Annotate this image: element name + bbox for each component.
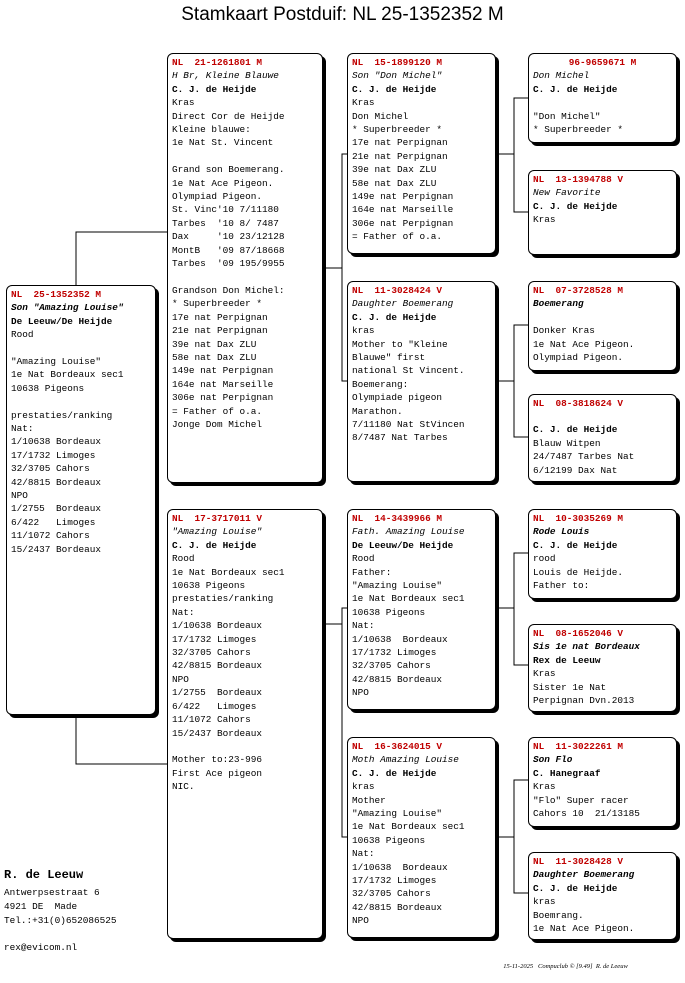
ring-number: NL 14-3439966 M: [352, 513, 443, 524]
footer-date: 15-11-2025: [503, 963, 534, 970]
card-notes: [352, 324, 491, 445]
grandmother-maternal-card: [347, 737, 496, 938]
card-line: 17e nat Perpignan: [352, 137, 448, 149]
ring-number: NL 21-1261801 M: [172, 57, 263, 68]
card-line: 17/1732 Limoges: [172, 633, 257, 645]
card-line: 1/10638 Bordeaux: [11, 436, 102, 448]
card-line: national St Vincent.: [352, 365, 465, 377]
card-line: 11/1072 Cahors: [172, 714, 251, 726]
card-notes: [533, 437, 672, 477]
card-line: Jonge Dom Michel: [172, 418, 263, 430]
card-line: Blauwe" first: [352, 352, 426, 364]
pigeon-name: Boemerang: [533, 298, 584, 310]
card-notes: [352, 780, 491, 927]
footer-software: Compuclub © [9.49]: [537, 963, 593, 970]
card-line: 164e nat Marseille: [352, 204, 454, 216]
card-line: Grand son Boemerang.: [172, 164, 285, 176]
card-line: 10638 Pigeons: [352, 834, 426, 846]
pigeon-name: Daughter Boemerang: [533, 869, 635, 881]
card-line: Perpignan Dvn.2013: [533, 695, 635, 707]
card-line: 21e nat Perpignan: [172, 325, 268, 337]
footer: [500, 956, 628, 970]
card-notes: [533, 780, 672, 820]
card-line: 17e nat Perpignan: [172, 311, 268, 323]
card-line: 39e nat Dax ZLU: [172, 338, 257, 350]
great-grandparent-card-mfm: [528, 624, 677, 712]
breeder-name: C. J. de Heijde: [533, 200, 618, 212]
card-line: Cahors 10 21/13185: [533, 808, 640, 820]
card-notes: [172, 552, 318, 793]
card-line: Tarbes '09 195/9955: [172, 258, 285, 270]
card-line: [533, 96, 672, 109]
card-line: 32/3705 Cahors: [172, 647, 251, 659]
card-line: 1/10638 Bordeaux: [352, 633, 448, 645]
card-line: 58e nat Dax ZLU: [172, 351, 257, 363]
card-line: Kleine blauwe:: [172, 124, 251, 136]
breeder-name: De Leeuw/De Heijde: [352, 539, 454, 551]
great-grandparent-card-mmf: [528, 737, 677, 827]
connector-subject-parents: [76, 232, 167, 286]
breeder-name: C. J. de Heijde: [352, 83, 437, 95]
card-line: 1e Nat Ace Pigeon.: [533, 338, 635, 350]
card-line: 1e Nat Bordeaux sec1: [172, 566, 285, 578]
card-line: = Father of o.a.: [352, 231, 443, 243]
card-line: = Father of o.a.: [172, 405, 263, 417]
card-line: 149e nat Perpignan: [172, 365, 274, 377]
card-line: [172, 270, 318, 283]
card-line: 8/7487 Nat Tarbes: [352, 432, 448, 444]
card-line: Louis de Heijde.: [533, 566, 624, 578]
card-line: 149e nat Perpignan: [352, 191, 454, 203]
card-line: "Amazing Louise": [352, 808, 443, 820]
card-notes: [11, 328, 151, 556]
great-grandparent-card-fmm: [528, 394, 677, 482]
card-line: * Superbreeder *: [352, 124, 443, 136]
card-line: kras: [352, 325, 375, 337]
pigeon-name: Son "Amazing Louise": [11, 302, 124, 314]
card-line: 58e nat Dax ZLU: [352, 177, 437, 189]
pigeon-name: Sis 1e nat Bordeaux: [533, 641, 640, 653]
card-line: [533, 311, 672, 324]
card-line: Don Michel: [352, 110, 409, 122]
card-line: Olympiade pigeon: [352, 392, 443, 404]
card-line: [11, 395, 151, 408]
card-line: NPO: [352, 915, 369, 927]
card-line: 6/422 Limoges: [172, 700, 257, 712]
breeder-name: C. J. de Heijde: [533, 424, 618, 436]
ring-number: NL 10-3035269 M: [533, 513, 624, 524]
card-line: Father to:: [533, 580, 590, 592]
pigeon-name: Son Flo: [533, 754, 573, 766]
card-line: Rood: [352, 553, 375, 565]
card-line: 24/7487 Tarbes Nat: [533, 451, 635, 463]
card-line: 1/2755 Bordeaux: [172, 687, 263, 699]
card-line: Kras: [352, 97, 375, 109]
card-line: Mother to "Kleine: [352, 338, 448, 350]
breeder-name: C. J. de Heijde: [352, 767, 437, 779]
pigeon-name: [533, 410, 672, 423]
breeder-name: Rex de Leeuw: [533, 654, 601, 666]
pigeon-name: New Favorite: [533, 187, 601, 199]
card-line: 164e nat Marseille: [172, 378, 274, 390]
card-line: 1e Nat Bordeaux sec1: [352, 821, 465, 833]
card-line: Kras: [172, 97, 195, 109]
card-line: Kras: [533, 781, 556, 793]
breeder-name: C. J. de Heijde: [533, 539, 618, 551]
card-line: "Amazing Louise": [11, 356, 102, 368]
ring-number: NL 07-3728528 M: [533, 285, 624, 296]
card-notes: [533, 552, 672, 592]
card-notes: [352, 96, 491, 243]
owner-city: 4921 DE Made: [4, 901, 78, 912]
ring-number: NL 11-3022261 M: [533, 741, 624, 752]
owner-phone: Tel.:+31(0)652086525: [4, 915, 117, 926]
ring-number: NL 11-3028424 V: [352, 285, 443, 296]
card-line: Mother to:23-996: [172, 754, 263, 766]
card-line: Boemrang.: [533, 909, 584, 921]
pigeon-name: Daughter Boemerang: [352, 298, 454, 310]
card-notes: [533, 213, 672, 226]
card-line: 10638 Pigeons: [172, 580, 246, 592]
card-line: 306e nat Perpignan: [172, 392, 274, 404]
card-line: NPO: [352, 687, 369, 699]
card-line: [172, 740, 318, 753]
grandmother-paternal-card: [347, 281, 496, 482]
card-notes: [172, 96, 318, 431]
card-notes: [352, 552, 491, 699]
connector-subject-mother: [76, 715, 167, 764]
card-line: prestaties/ranking: [172, 593, 274, 605]
owner-address: Antwerpsestraat 6: [4, 887, 100, 898]
ring-number: NL 11-3028428 V: [533, 856, 624, 867]
page-title: Stamkaart Postduif: NL 25-1352352 M: [181, 4, 504, 25]
card-line: NPO: [11, 490, 28, 502]
card-notes: [533, 895, 672, 935]
card-line: 6/12199 Dax Nat: [533, 464, 618, 476]
ring-number: NL 15-1899120 M: [352, 57, 443, 68]
connector-father-grandparents: [323, 154, 347, 268]
ring-number: NL 08-3818624 V: [533, 398, 624, 409]
pigeon-name: Moth Amazing Louise: [352, 754, 459, 766]
connector-mm: [496, 780, 528, 837]
card-line: "Flo" Super racer: [533, 794, 629, 806]
card-line: Nat:: [352, 848, 375, 860]
owner-email[interactable]: rex@evicom.nl: [4, 942, 78, 953]
card-line: NPO: [172, 673, 189, 685]
card-line: 42/8815 Bordeaux: [172, 660, 263, 672]
card-line: Nat:: [352, 620, 375, 632]
card-line: Father:: [352, 566, 392, 578]
card-line: 1e Nat St. Vincent: [172, 137, 274, 149]
card-line: kras: [352, 781, 375, 793]
pigeon-name: Rode Louis: [533, 526, 590, 538]
card-line: 32/3705 Cahors: [11, 463, 90, 475]
breeder-name: C. J. de Heijde: [352, 311, 437, 323]
card-line: 10638 Pigeons: [11, 382, 85, 394]
father-card: [167, 53, 323, 483]
connector-ff: [496, 98, 528, 154]
card-line: Olympiad Pigeon.: [172, 191, 263, 203]
card-line: rood: [533, 553, 556, 565]
connector-mf: [496, 553, 528, 608]
card-line: 42/8815 Bordeaux: [352, 901, 443, 913]
card-line: 306e nat Perpignan: [352, 217, 454, 229]
breeder-name: C. J. de Heijde: [172, 83, 257, 95]
card-line: 42/8815 Bordeaux: [352, 673, 443, 685]
pigeon-name: H Br, Kleine Blauwe: [172, 70, 279, 82]
card-line: 21e nat Perpignan: [352, 150, 448, 162]
card-line: kras: [533, 896, 556, 908]
card-line: 15/2437 Bordeaux: [172, 727, 263, 739]
connector-fm: [496, 325, 528, 381]
connector-mother-grandparents: [323, 608, 347, 624]
card-line: Rood: [172, 553, 195, 565]
card-line: prestaties/ranking: [11, 409, 113, 421]
owner-name: R. de Leeuw: [4, 868, 84, 882]
card-line: Marathon.: [352, 405, 403, 417]
great-grandparent-card-fmf: [528, 281, 677, 371]
card-line: 1e Nat Ace Pigeon.: [533, 923, 635, 935]
breeder-name: De Leeuw/De Heijde: [11, 315, 113, 327]
card-line: "Don Michel": [533, 110, 601, 122]
card-line: [172, 150, 318, 163]
card-line: Nat:: [11, 423, 34, 435]
card-line: Grandson Don Michel:: [172, 284, 285, 296]
ring-number: NL 25-1352352 M: [11, 289, 102, 300]
card-line: Tarbes '10 8/ 7487: [172, 217, 279, 229]
great-grandparent-card-mmm: [528, 852, 677, 940]
pigeon-name: Fath. Amazing Louise: [352, 526, 465, 538]
card-line: 32/3705 Cahors: [352, 660, 431, 672]
ring-number: NL 17-3717011 V: [172, 513, 263, 524]
card-line: 6/422 Limoges: [11, 516, 96, 528]
card-line: 7/11180 Nat StVincen: [352, 419, 465, 431]
card-line: * Superbreeder *: [533, 124, 624, 136]
card-line: 1e Nat Bordeaux sec1: [11, 369, 124, 381]
pigeon-name: Son "Don Michel": [352, 70, 443, 82]
card-notes: [533, 311, 672, 365]
grandfather-maternal-card: [347, 509, 496, 710]
card-line: Blauw Witpen: [533, 437, 601, 449]
card-line: 1/10638 Bordeaux: [172, 620, 263, 632]
card-line: NIC.: [172, 781, 195, 793]
card-line: 17/1732 Limoges: [352, 875, 437, 887]
card-line: 17/1732 Limoges: [352, 647, 437, 659]
breeder-name: C. Hanegraaf: [533, 767, 601, 779]
card-notes: [533, 667, 672, 707]
card-line: 39e nat Dax ZLU: [352, 164, 437, 176]
card-line: 1e Nat Bordeaux sec1: [352, 593, 465, 605]
great-grandparent-card-ffm: [528, 170, 677, 255]
subject-card: [6, 285, 156, 715]
card-line: Donker Kras: [533, 325, 595, 337]
card-line: Rood: [11, 329, 34, 341]
card-notes: [533, 96, 672, 136]
card-line: Mother: [352, 794, 386, 806]
card-line: [11, 342, 151, 355]
card-line: 1e Nat Ace Pigeon.: [172, 177, 274, 189]
card-line: "Amazing Louise": [352, 580, 443, 592]
card-line: First Ace pigeon: [172, 767, 263, 779]
card-line: * Superbreeder *: [172, 298, 263, 310]
card-line: St. Vinc'10 7/11180: [172, 204, 279, 216]
card-line: 1/2755 Bordeaux: [11, 503, 102, 515]
card-line: Direct Cor de Heijde: [172, 110, 285, 122]
breeder-name: C. J. de Heijde: [172, 539, 257, 551]
ring-number: NL 16-3624015 V: [352, 741, 443, 752]
card-line: 42/8815 Bordeaux: [11, 476, 102, 488]
ring-number: NL 13-1394788 V: [533, 174, 624, 185]
breeder-name: C. J. de Heijde: [533, 83, 618, 95]
card-line: 11/1072 Cahors: [11, 530, 90, 542]
card-line: 15/2437 Bordeaux: [11, 543, 102, 555]
card-line: Sister 1e Nat: [533, 681, 607, 693]
pigeon-name: Don Michel: [533, 70, 590, 82]
card-line: Dax '10 23/12128: [172, 231, 285, 243]
ring-number: 96-9659671 M: [568, 57, 637, 68]
mother-card: [167, 509, 323, 939]
card-line: Olympiad Pigeon.: [533, 352, 624, 364]
card-line: 10638 Pigeons: [352, 606, 426, 618]
card-line: 1/10638 Bordeaux: [352, 861, 448, 873]
card-line: 32/3705 Cahors: [352, 888, 431, 900]
card-line: Boemerang:: [352, 378, 409, 390]
card-line: Kras: [533, 214, 556, 226]
great-grandparent-card-mff: [528, 509, 677, 599]
grandfather-paternal-card: [347, 53, 496, 254]
great-grandparent-card-fff: [528, 53, 677, 143]
card-line: Kras: [533, 668, 556, 680]
pigeon-name: "Amazing Louise": [172, 526, 263, 538]
card-line: 17/1732 Limoges: [11, 449, 96, 461]
footer-owner: R. de Leeuw: [595, 963, 628, 970]
card-line: MontB '09 87/18668: [172, 244, 285, 256]
breeder-name: C. J. de Heijde: [533, 882, 618, 894]
ring-number: NL 08-1652046 V: [533, 628, 624, 639]
card-line: Nat:: [172, 606, 195, 618]
